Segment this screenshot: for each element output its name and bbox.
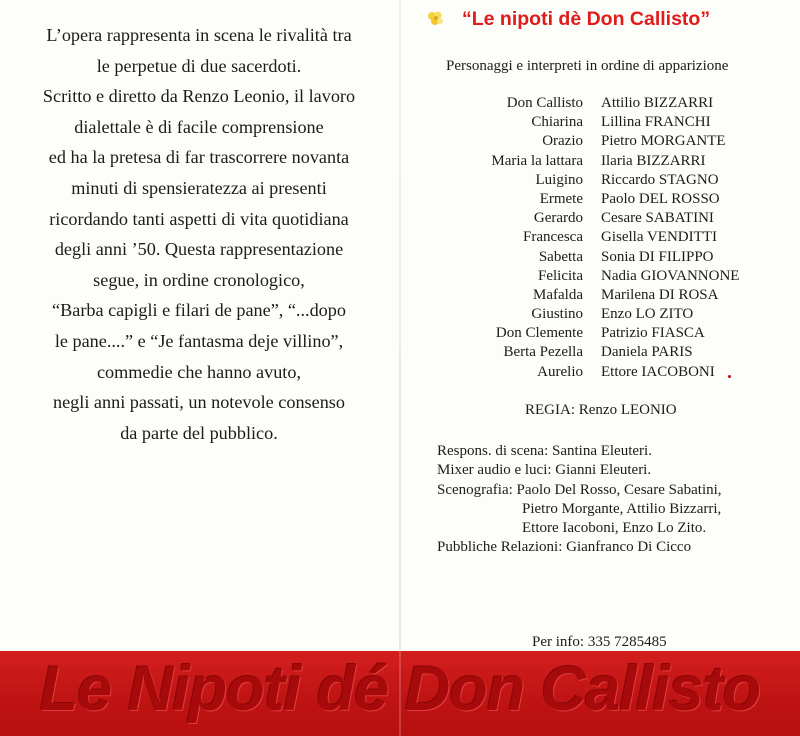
actor-name: Lillina FRANCHI	[601, 114, 711, 131]
decorative-dot	[728, 375, 731, 378]
actor-name: Enzo LO ZITO	[601, 306, 694, 323]
play-title-block	[420, 6, 780, 36]
credit-scenografia-cont: Ettore Iacoboni, Enzo Lo Zito.	[522, 520, 707, 537]
synopsis-line: degli anni ’50. Questa rappresentazione	[54, 239, 344, 260]
actor-name: Ettore IACOBONI	[601, 363, 715, 380]
synopsis-line: Scritto e diretto da Renzo Leonio, il lavoro	[42, 86, 356, 107]
director-credit: REGIA: Renzo LEONIO	[525, 402, 677, 418]
synopsis-line: commedie che hanno avuto,	[96, 361, 302, 382]
synopsis-line: le perpetue di due sacerdoti.	[96, 55, 302, 76]
synopsis-line: segue, in ordine cronologico,	[93, 269, 305, 290]
cast-row	[430, 306, 800, 325]
cast-row	[430, 287, 800, 306]
page-fold	[399, 0, 401, 736]
actor-name: Patrizio FIASCA	[601, 325, 705, 342]
title-banner	[0, 651, 800, 736]
credit-scenografia-cont: Pietro Morgante, Attilio Bizzarri,	[522, 500, 722, 517]
contact-info: Per info: 335 7285485	[532, 634, 667, 650]
synopsis-line: minuti di spensieratezza ai presenti	[71, 177, 327, 198]
cast-row	[430, 325, 800, 344]
character-name: Berta Pezella	[503, 344, 583, 361]
cast-row	[430, 114, 800, 133]
actor-name: Sonia DI FILIPPO	[601, 248, 714, 265]
character-name: Luigino	[535, 171, 583, 188]
cast-row	[430, 344, 800, 363]
cast-row	[430, 133, 800, 152]
cast-row	[430, 364, 800, 383]
character-name: Giustino	[531, 306, 583, 323]
actor-name: Pietro MORGANTE	[601, 133, 726, 150]
actor-name: Daniela PARIS	[601, 344, 693, 361]
synopsis-line: dialettale è di facile comprensione	[74, 116, 324, 137]
character-name: Felicita	[538, 267, 583, 284]
actor-name: Nadia GIOVANNONE	[601, 267, 740, 284]
cast-row	[430, 172, 800, 191]
credit-respons: Respons. di scena: Santina Eleuteri.	[437, 443, 652, 459]
actor-name: Attilio BIZZARRI	[601, 95, 714, 111]
cast-row	[430, 268, 800, 287]
character-name: Francesca	[523, 229, 583, 246]
synopsis-line: ed ha la pretesa di far trascorrere novanta	[48, 147, 350, 168]
character-name: Chiarina	[531, 114, 583, 131]
synopsis-line: L’opera rappresenta in scena le rivalità tra	[46, 25, 352, 45]
actor-name: Cesare SABATINI	[601, 210, 714, 227]
character-name: Sabetta	[538, 248, 583, 265]
cast-subtitle: Personaggi e interpreti in ordine di apparizione	[446, 58, 729, 74]
synopsis-line: negli anni passati, un notevole consenso	[53, 392, 345, 413]
character-name: Maria la lattara	[491, 152, 583, 169]
cast-row	[430, 249, 800, 268]
synopsis-line: ricordando tanti aspetti di vita quotidiana	[49, 208, 349, 229]
character-name: Aurelio	[537, 363, 583, 380]
character-name: Gerardo	[533, 210, 583, 227]
actor-name: Riccardo STAGNO	[601, 171, 719, 188]
actor-name: Ilaria BIZZARRI	[601, 152, 706, 169]
flower-icon	[426, 10, 446, 28]
crew-credits	[437, 442, 722, 558]
credit-pr: Pubbliche Relazioni: Gianfranco Di Cicco	[437, 539, 692, 556]
character-name: Ermete	[539, 190, 583, 207]
actor-name: Gisella VENDITTI	[601, 229, 717, 246]
cast-row	[430, 95, 800, 114]
actor-name: Paolo DEL ROSSO	[601, 190, 720, 207]
actor-name: Marilena DI ROSA	[601, 286, 719, 303]
banner-title: Le Nipoti dé Don Callisto	[39, 654, 761, 724]
synopsis-text	[14, 20, 384, 448]
cast-row	[430, 191, 800, 210]
credit-scenografia: Scenografia: Paolo Del Rosso, Cesare Sabatini,	[437, 481, 722, 498]
play-title: “Le nipoti dè Don Callisto”	[462, 8, 711, 30]
character-name: Don Callisto	[506, 95, 583, 111]
synopsis-line: “Barba capigli e filari de pane”, “...dopo	[52, 300, 346, 321]
cast-list	[430, 95, 800, 383]
synopsis-line: le pane....” e “Je fantasma deje villino”,	[54, 330, 344, 351]
synopsis-line: da parte del pubblico.	[120, 422, 278, 443]
cast-row	[430, 210, 800, 229]
credit-mixer: Mixer audio e luci: Gianni Eleuteri.	[437, 462, 652, 479]
cast-row	[430, 229, 800, 248]
character-name: Don Clemente	[495, 325, 583, 342]
cast-row	[430, 153, 800, 172]
character-name: Mafalda	[533, 286, 583, 303]
character-name: Orazio	[542, 133, 583, 150]
